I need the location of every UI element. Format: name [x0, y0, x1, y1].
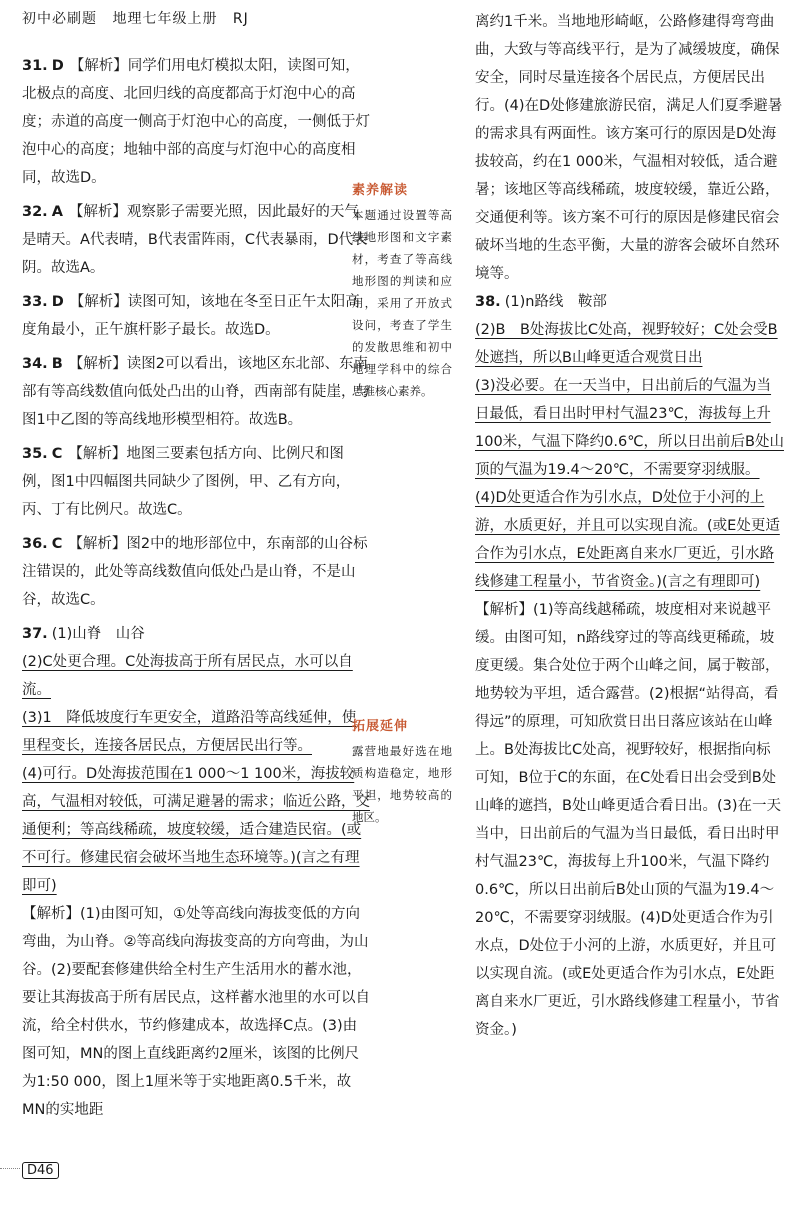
- question-number: 37.: [22, 626, 48, 642]
- answer-37: [22, 620, 370, 1124]
- question-number: 36.: [22, 536, 48, 552]
- explanation: 【解析】同学们用电灯模拟太阳，读图可知，北极点的高度、北回归线的高度都高于灯泡中心的高度；赤道的高度一侧高于灯泡中心的高度，一侧低于灯泡中心的高度；地轴中部的高度与灯泡中心的高度相同，故选D。: [22, 58, 370, 186]
- explanation: 【解析】读图2可以看出，该地区东北部、东南部有等高线数值向低处凸出的山脊，西南部有陡崖，与图1中乙图的等高线地形模型相符。故选B。: [22, 356, 370, 428]
- q37-continuation: 离约1千米。当地地形崎岖，公路修建得弯弯曲曲，大致与等高线平行，是为了减缓坡度，确保安全，同时尽量连接各个居民点，方便居民出行。(4)在D处修建旅游民宿，满足人们夏季避暑的需求具有两面性。该方案可行的原因是D处海拔较高，约在1 000米，气温相对较低，适合避暑；该地区等高线稀疏，坡度较缓，靠近公路，交通便利等。该方案不可行的原因是修建民宿会破坏当地的生态平衡，大量的游客会破坏自然环境等。: [475, 14, 783, 282]
- explanation: 【解析】图2中的地形部位中，东南部的山谷标注错误的，此处等高线数值向低处凸是山脊，不是山谷，故选C。: [22, 536, 368, 608]
- right-column: [475, 8, 785, 1050]
- part-2: (2)B B处海拔比C处高，视野较好；C处会受B处遮挡，所以B山峰更适合观赏日出: [475, 322, 778, 366]
- note-text: 本题通过设置等高线地形图和文字素材，考查了等高线地形图的判读和应用，采用了开放式设问，考查了学生的发散思维和初中地理学科中的综合思维核心素养。: [352, 208, 452, 398]
- page-header: [22, 8, 259, 28]
- extension-note: [352, 716, 452, 828]
- note-title: 拓展延伸: [352, 719, 409, 734]
- answer-32: [22, 198, 370, 282]
- part-1: (1)n路线 鞍部: [504, 294, 607, 310]
- part-4: (4)可行。D处海拔范围在1 000～1 100米，海拔较高，气温相对较低，可满足避暑的需求；临近公路，交通便利；等高线稀疏，坡度较缓，适合建造民宿。(或不可行。修建民宿会破坏当地生态环境等。)(言之有理即可): [22, 766, 370, 894]
- answer-letter: D: [51, 58, 64, 74]
- answer-38: [475, 288, 785, 1044]
- note-text: 露营地最好选在地质构造稳定，地形平坦，地势较高的地区。: [352, 744, 452, 824]
- part-3: (3)没必要。在一天当中，日出前后的气温为当日最低，看日出时甲村气温23℃，海拔每上升100米，气温下降约0.6℃，所以日出前后B处山顶的气温为19.4～20℃，不需要穿羽绒服。: [475, 378, 784, 478]
- explanation: 【解析】读图可知，该地在冬至日正午太阳高度角最小，正午旗杆影子最长。故选D。: [22, 294, 360, 338]
- question-number: 34.: [22, 356, 48, 372]
- question-number: 38.: [475, 294, 501, 310]
- answer-letter: C: [51, 446, 63, 462]
- part-4: (4)D处更适合作为引水点，D处位于小河的上游，水质更好，并且可以实现自流。(或E处更适合作为引水点，E处距离自来水厂更近，引水路线修建工程量小，节省资金。)(言之有理即可): [475, 490, 780, 590]
- part-explanation: 【解析】(1)由图可知，①处等高线向海拔变低的方向弯曲，为山脊。②等高线向海拔变高的方向弯曲，为山谷。(2)要配套修建供给全村生产生活用水的蓄水池，要让其海拔高于所有居民点，这样蓄水池里的水可以自流，给全村供水，节约修建成本，故选择C点。(3)由图可知，MN的图上直线距离约2厘米，该图的比例尺为1:50 000，图上1厘米等于实地距离0.5千米，故MN的实地距: [22, 906, 370, 1118]
- answer-35: [22, 440, 370, 524]
- edition-label: RJ: [232, 11, 249, 27]
- page-footer: [22, 1162, 59, 1179]
- explanation: 【解析】观察影子需要光照，因此最好的天气是晴天。A代表晴，B代表雷阵雨，C代表暴雨，D代表阴。故选A。: [22, 204, 368, 276]
- question-number: 31.: [22, 58, 48, 74]
- part-3: (3)1 降低坡度行车更安全，道路沿等高线延伸，使里程变长，连接各居民点，方便居民出行等。: [22, 710, 357, 754]
- left-column: [22, 52, 370, 1130]
- part-explanation: 【解析】(1)等高线越稀疏，坡度相对来说越平缓。由图可知，n路线穿过的等高线更稀疏，坡度更缓。集合处位于两个山峰之间，属于鞍部，地势较为平坦，适合露营。(2)根据“站得高，看得远”的原理，可知欣赏日出日落应该站在山峰上。B处海拔比C处高，视野较好，根据指向标可知，B位于C的东面，在C处看日出会受到B处山峰的遮挡，B处山峰更适合看日出。(3)在一天当中，日出前后的气温为当日最低，看日出时甲村气温23℃，海拔每上升100米，气温下降约0.6℃，所以日出前后B处山顶的气温为19.4～20℃，不需要穿羽绒服。(4)D处更适合作为引水点，D处位于小河的上游，水质更好，并且可以实现自流。(或E处更适合作为引水点，E处距离自来水厂更近，引水路线修建工程量小，节省资金。): [475, 602, 781, 1038]
- answer-letter: B: [51, 356, 63, 372]
- explanation: 【解析】地图三要素包括方向、比例尺和图例，图1中四幅图共同缺少了图例，甲、乙有方向，丙、丁有比例尺。故选C。: [22, 446, 351, 518]
- page-number: D46: [22, 1162, 59, 1179]
- answer-letter: A: [51, 204, 63, 220]
- question-number: 35.: [22, 446, 48, 462]
- note-title: 素养解读: [352, 183, 409, 198]
- answer-36: [22, 530, 370, 614]
- answer-letter: D: [51, 294, 64, 310]
- answer-letter: C: [51, 536, 63, 552]
- question-number: 33.: [22, 294, 48, 310]
- footer-dots: [0, 1168, 20, 1169]
- question-number: 32.: [22, 204, 48, 220]
- subject-name: 地理七年级上册: [112, 11, 218, 27]
- answer-31: [22, 52, 370, 192]
- literacy-note: [352, 180, 452, 402]
- part-1: (1)山脊 山谷: [51, 626, 145, 642]
- answer-33: [22, 288, 370, 344]
- answer-34: [22, 350, 370, 434]
- series-name: 初中必刷题: [22, 11, 97, 27]
- part-2: (2)C处更合理。C处海拔高于所有居民点，水可以自流。: [22, 654, 353, 698]
